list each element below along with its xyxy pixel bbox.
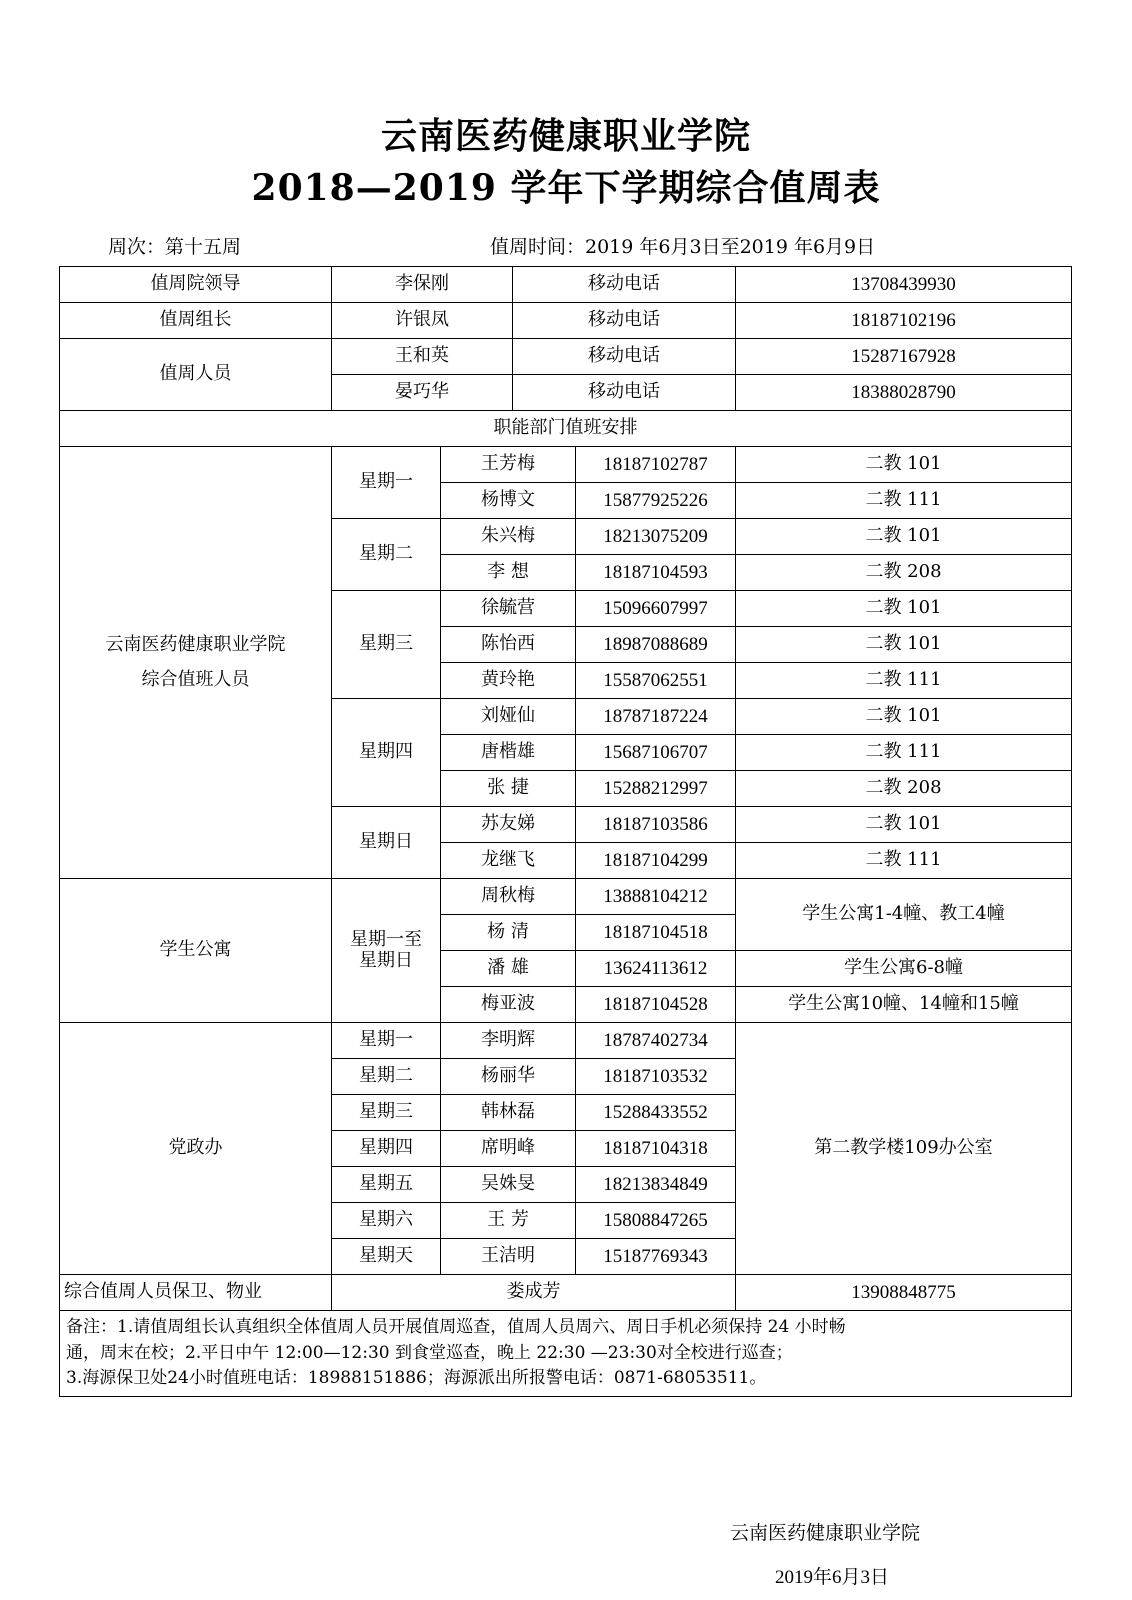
role-cell: 值周院领导 — [60, 267, 332, 303]
phone-cell: 15287167928 — [736, 339, 1072, 375]
duty-staff-row — [60, 339, 1072, 375]
day-cell: 星期六 — [332, 1203, 441, 1239]
name-cell: 潘 雄 — [441, 951, 576, 987]
place-cell: 学生公寓1-4幢、教工4幢 — [736, 879, 1072, 951]
phone-cell: 18787187224 — [576, 699, 736, 735]
phone-cell: 13624113612 — [576, 951, 736, 987]
phone-label-cell: 移动电话 — [513, 267, 736, 303]
notes-cell — [60, 1311, 1072, 1397]
place-cell: 第二教学楼109办公室 — [736, 1023, 1072, 1275]
security-row — [60, 1275, 1072, 1311]
day-cell: 星期三 — [332, 1095, 441, 1131]
day-cell: 星期五 — [332, 1167, 441, 1203]
name-cell: 黄玲艳 — [441, 663, 576, 699]
note-line: 3.海源保卫处24小时值班电话：18988151886；海源派出所报警电话：0871-68053511。 — [66, 1368, 767, 1388]
phone-label-cell: 移动电话 — [513, 375, 736, 411]
place-cell: 学生公寓6-8幢 — [736, 951, 1072, 987]
phone-cell: 18187103586 — [576, 807, 736, 843]
schedule-title: 2018—2019 学年下学期综合值周表 — [251, 167, 881, 209]
phone-cell: 15877925226 — [576, 483, 736, 519]
phone-cell: 18187102787 — [576, 447, 736, 483]
phone-cell: 18987088689 — [576, 627, 736, 663]
phone-cell: 15587062551 — [576, 663, 736, 699]
place-cell: 二教 111 — [736, 735, 1072, 771]
phone-cell: 18388028790 — [736, 375, 1072, 411]
role-cell: 值周组长 — [60, 303, 332, 339]
name-cell: 陈怡西 — [441, 627, 576, 663]
group-cell — [60, 447, 332, 879]
section-title: 职能部门值班安排 — [60, 411, 1072, 447]
day-cell: 星期三 — [332, 591, 441, 699]
group-cell: 党政办 — [60, 1023, 332, 1275]
day-cell — [332, 879, 441, 1023]
day-cell: 星期天 — [332, 1239, 441, 1275]
phone-cell: 15096607997 — [576, 591, 736, 627]
place-cell: 二教 208 — [736, 555, 1072, 591]
place-cell: 二教 101 — [736, 699, 1072, 735]
phone-cell: 13908848775 — [736, 1275, 1072, 1311]
security-label: 综合值周人员保卫、物业 — [60, 1275, 332, 1311]
place-cell: 二教 111 — [736, 483, 1072, 519]
table-row — [60, 447, 1072, 483]
group-label-line1: 云南医药健康职业学院 — [105, 633, 286, 655]
day-cell: 星期日 — [332, 807, 441, 879]
phone-cell: 18187104518 — [576, 915, 736, 951]
phone-cell: 13888104212 — [576, 879, 736, 915]
role-cell: 值周人员 — [60, 339, 332, 411]
phone-cell: 15288433552 — [576, 1095, 736, 1131]
name-cell: 杨博文 — [441, 483, 576, 519]
place-cell: 二教 101 — [736, 519, 1072, 555]
table-row — [60, 879, 1072, 915]
phone-cell: 13708439930 — [736, 267, 1072, 303]
name-cell: 杨丽华 — [441, 1059, 576, 1095]
name-cell: 周秋梅 — [441, 879, 576, 915]
name-cell: 许银凤 — [332, 303, 513, 339]
name-cell: 李 想 — [441, 555, 576, 591]
name-cell: 娄成芳 — [332, 1275, 736, 1311]
day-cell: 星期二 — [332, 519, 441, 591]
place-cell: 二教 208 — [736, 771, 1072, 807]
phone-cell: 18187104593 — [576, 555, 736, 591]
notes-row — [60, 1311, 1072, 1397]
place-cell: 二教 101 — [736, 627, 1072, 663]
name-cell: 李保刚 — [332, 267, 513, 303]
duty-table — [59, 266, 1072, 1397]
note-line: 备注：1.请值周组长认真组织全体值周人员开展值周巡查，值周人员周六、周日手机必须保持 24 小时畅 — [66, 1317, 846, 1337]
name-cell: 刘娅仙 — [441, 699, 576, 735]
school-title: 云南医药健康职业学院 — [380, 115, 751, 157]
name-cell: 王和英 — [332, 339, 513, 375]
place-cell: 二教 111 — [736, 843, 1072, 879]
phone-cell: 18187104318 — [576, 1131, 736, 1167]
phone-cell: 15808847265 — [576, 1203, 736, 1239]
footer-date: 2019年6月3日 — [775, 1567, 890, 1588]
phone-cell: 15288212997 — [576, 771, 736, 807]
phone-cell: 18187102196 — [736, 303, 1072, 339]
phone-cell: 18213834849 — [576, 1167, 736, 1203]
place-cell: 学生公寓10幢、14幢和15幢 — [736, 987, 1072, 1023]
name-cell: 韩林磊 — [441, 1095, 576, 1131]
place-cell: 二教 101 — [736, 447, 1072, 483]
phone-label-cell: 移动电话 — [513, 303, 736, 339]
place-cell: 二教 101 — [736, 591, 1072, 627]
phone-cell: 18187103532 — [576, 1059, 736, 1095]
name-cell: 徐毓营 — [441, 591, 576, 627]
day-cell: 星期四 — [332, 699, 441, 807]
name-cell: 吴姝旻 — [441, 1167, 576, 1203]
phone-cell: 18213075209 — [576, 519, 736, 555]
day-cell: 星期四 — [332, 1131, 441, 1167]
day-label-line1: 星期一至 — [350, 928, 422, 950]
phone-cell: 15187769343 — [576, 1239, 736, 1275]
note-line: 通，周末在校；2.平日中午 12:00—12:30 到食堂巡查，晚上 22:30 —23:30对全校进行巡查； — [66, 1342, 793, 1363]
name-cell: 龙继飞 — [441, 843, 576, 879]
duty-group-leader-row — [60, 303, 1072, 339]
name-cell: 王 芳 — [441, 1203, 576, 1239]
name-cell: 王洁明 — [441, 1239, 576, 1275]
name-cell: 苏友娣 — [441, 807, 576, 843]
phone-cell: 18187104299 — [576, 843, 736, 879]
footer-org: 云南医药健康职业学院 — [730, 1522, 921, 1544]
name-cell: 梅亚波 — [441, 987, 576, 1023]
duty-leader-row — [60, 267, 1072, 303]
name-cell: 晏巧华 — [332, 375, 513, 411]
section-title-row — [60, 411, 1072, 447]
table-row — [60, 1023, 1072, 1059]
name-cell: 朱兴梅 — [441, 519, 576, 555]
group-label-line2: 综合值班人员 — [141, 668, 250, 690]
group-cell: 学生公寓 — [60, 879, 332, 1023]
place-cell: 二教 111 — [736, 663, 1072, 699]
day-cell: 星期一 — [332, 1023, 441, 1059]
phone-cell: 15687106707 — [576, 735, 736, 771]
name-cell: 王芳梅 — [441, 447, 576, 483]
name-cell: 杨 清 — [441, 915, 576, 951]
day-cell: 星期一 — [332, 447, 441, 519]
name-cell: 李明辉 — [441, 1023, 576, 1059]
name-cell: 席明峰 — [441, 1131, 576, 1167]
day-label-line2: 星期日 — [359, 949, 413, 971]
phone-cell: 18787402734 — [576, 1023, 736, 1059]
week-time: 值周时间：2019 年6月3日至2019 年6月9日 — [490, 236, 876, 258]
name-cell: 唐楷雄 — [441, 735, 576, 771]
day-cell: 星期二 — [332, 1059, 441, 1095]
name-cell: 张 捷 — [441, 771, 576, 807]
week-number: 周次：第十五周 — [108, 236, 242, 258]
phone-label-cell: 移动电话 — [513, 339, 736, 375]
phone-cell: 18187104528 — [576, 987, 736, 1023]
place-cell: 二教 101 — [736, 807, 1072, 843]
